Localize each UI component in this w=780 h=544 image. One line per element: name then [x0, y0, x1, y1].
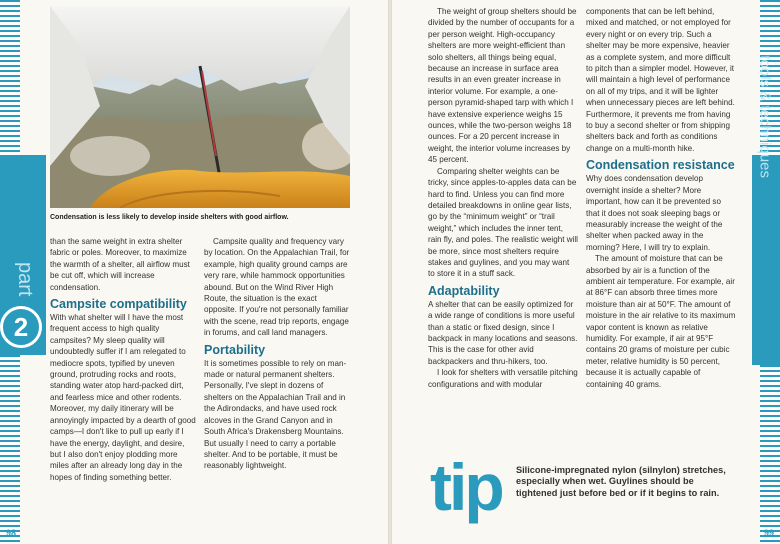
paragraph: Campsite quality and frequency vary by location. On the Appalachian Trail, for example, high quality ground camps are very rare, while hammock opportunities abound. But on the Wind River High Route, the situation is the exact opposite. If you're not personally familiar with the scene, read trip reports, engage in forums, and call land managers.	[204, 237, 350, 338]
section-label: tools & techniques	[757, 55, 774, 178]
right-column-1	[428, 6, 578, 390]
photo-caption: Condensation is less likely to develop inside shelters with good airflow.	[50, 214, 289, 221]
paragraph: than the same weight in extra shelter fabric or poles. Moreover, to maximize the warmth of a shelter, all airflow must be cut off, which will increase condensation.	[50, 237, 190, 292]
page-number-left: 98	[6, 528, 17, 538]
part-number-badge: 2	[0, 306, 42, 348]
left-column-2	[204, 236, 350, 472]
paragraph: Comparing shelter weights can be tricky, since apples-to-apples data can be hard to find. Unless you can find more detailed breakdowns in online gear lists, go by the “minimum weight” or “trail weight,” which includes the inner tent, rain fly, and poles. The realistic weight will be more, since most shelters require stakes and guylines, and you may want to store it in a stuff sack.	[428, 166, 578, 279]
paragraph: components that can be left behind, mixed and matched, or not employed for every night or on every trip. Such a shelter may be more expensive, heavier as a complete system, and more difficult to pitch than a simpler model. However, it will maintain a high level of performance on all of my trips, and it will be lighter when unnecessary pieces are left behind. Furthermore, it prevents me from having to buy a second shelter or from shipping shelters back and forth as conditions change on a multi-month hike.	[586, 7, 735, 153]
paragraph: With what shelter will I have the most frequent access to high quality campsites? My sleep quality will undoubtedly suffer if I am relegated to mediocre spots, typified by uneven ground, protruding rocks and roots, standing water atop hard-packed dirt, and fearless mice and other rodents. Moreover, my daily itinerary will be annoyingly impacted by a dearth of good camps—I don't like to pull up early if I have the energy, daylight, and desire, but I also don't enjoy plodding more miles after an already long day in the hopes of finding something better.	[50, 313, 196, 482]
paragraph: A shelter that can be easily optimized for a wide range of conditions is more useful than a static or fixed design, since I backpack in many locations and seasons. This is the case for other avid backpackers and thru-hikers, too.	[428, 299, 578, 366]
tip-callout	[430, 450, 738, 533]
tip-text: Silicone-impregnated nylon (silnylon) stretches, especially when wet. Guylines should be tightened just before bed or if it begins to rain.	[516, 465, 726, 498]
paragraph: It is sometimes possible to rely on man-made or natural permanent shelters. Personally, I've slept in dozens of shelters on the Appalachian Trail and in the Adirondacks, and have used rock alcoves in the Grand Canyon and in South Africa's Drakensberg Mountains. But usually I need to carry a portable shelter. And to be portable, it must be reasonably lightweight.	[204, 358, 347, 471]
paragraph: Why does condensation develop overnight inside a shelter? More important, how can it be prevented so that it does not soak sleeping bags or measurably increase the weight of the shelter when packed away in the morning? Here, I will try to explain.	[586, 174, 723, 252]
section-tab	[752, 155, 780, 365]
left-page	[0, 0, 388, 544]
tarp-photo-illustration	[50, 6, 350, 208]
paragraph: The weight of group shelters should be divided by the number of occupants for a per person weight. High-occupancy shelters are more weight-efficient than solo shelters, all things being equal, because an increase in surface area results in an even greater increase in interior volume. For example, a one-person pyramid-shaped tarp with which I have extensive experience weighs 15 ounces, while the two-person weighs 18 ounces. For a 20 percent increase in weight, the interior volume increases by 45 percent.	[428, 7, 577, 165]
page-number-right: 99	[763, 528, 774, 538]
heading-campsite-compatibility: Campsite compatibility	[50, 297, 187, 312]
heading-adaptability: Adaptability	[428, 283, 500, 298]
heading-portability: Portability	[204, 342, 266, 357]
tarp-shelter-photo	[50, 6, 350, 208]
part-label: part	[14, 262, 36, 297]
paragraph: The amount of moisture that can be absorbed by air is a function of the ambient air temperature. For example, air at 86°F can absorb three times more moisture than air at 50°F. The amount of moisture in the air relative to its maximum vapor content is known as relative humidity. For example, if air at 95°F contains 20 grams of moisture per cubic meter, relative humidity is 50 percent, because it is actually capable of containing 40 grams.	[586, 254, 736, 389]
heading-condensation-resistance: Condensation resistance	[586, 158, 735, 173]
left-column-1	[50, 236, 196, 483]
right-column-2	[586, 6, 736, 390]
paragraph: I look for shelters with versatile pitching configurations and with modular	[428, 368, 578, 389]
tip-title: tip	[430, 450, 502, 524]
